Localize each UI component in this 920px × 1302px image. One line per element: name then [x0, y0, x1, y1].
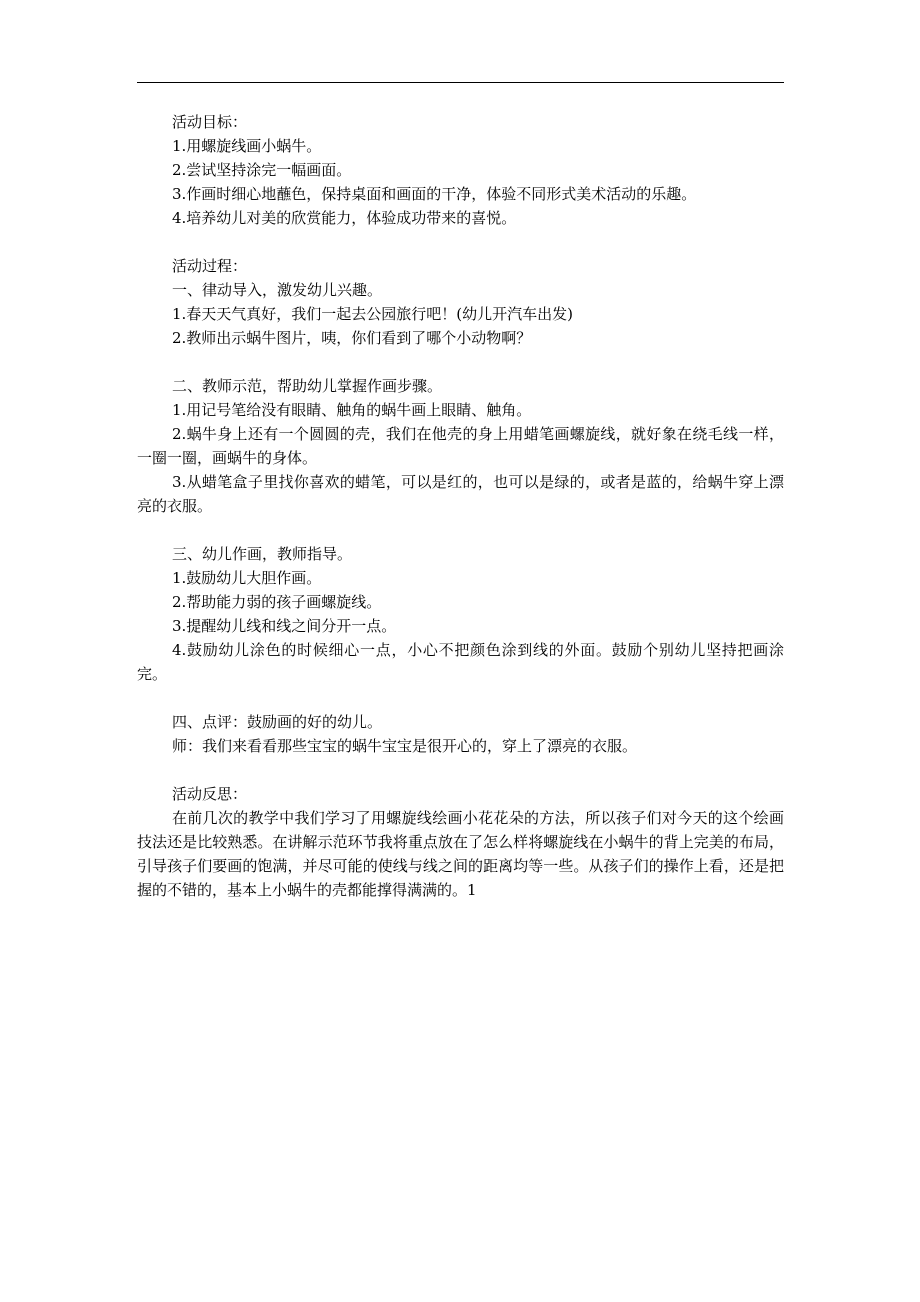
- section-title: 一、律动导入，激发幼儿兴趣。: [171, 281, 382, 299]
- section-title: 四、点评：鼓励画的好的幼儿。: [171, 713, 382, 731]
- goal-item: 3.作画时细心地蘸色，保持桌面和画面的干净，体验不同形式美术活动的乐趣。: [171, 185, 697, 203]
- reflection-body: 在前几次的教学中我们学习了用螺旋线绘画小花花朵的方法，所以孩子们对今天的这个绘画技法还是比较熟悉。在讲解示范环节我将重点放在了怎么样将螺旋线在小蜗牛的背上完美的布局，引导孩子们要画的饱满，并尽可能的使线与线之间的距离均等一些。从孩子们的操作上看，还是把握的不错的，基本上小蜗牛的壳都能撑得满满的。1: [137, 809, 784, 899]
- process-item: 1.用记号笔给没有眼睛、触角的蜗牛画上眼睛、触角。: [171, 401, 532, 419]
- document-body: [137, 110, 784, 902]
- spacer: [137, 230, 784, 254]
- section-title: 二、教师示范，帮助幼儿掌握作画步骤。: [171, 377, 442, 395]
- process-item: 1.春天天气真好，我们一起去公园旅行吧！(幼儿开汽车出发): [171, 305, 573, 323]
- process-item: 3.提醒幼儿线和线之间分开一点。: [171, 617, 397, 635]
- process-item: 3.从蜡笔盒子里找你喜欢的蜡笔，可以是红的，也可以是绿的，或者是蓝的，给蜗牛穿上漂亮的衣服。: [137, 473, 784, 515]
- section-title: 三、幼儿作画，教师指导。: [171, 545, 352, 563]
- goals-heading: 活动目标：: [171, 113, 247, 131]
- spacer: [137, 350, 784, 374]
- spacer: [137, 686, 784, 710]
- process-item: 2.蜗牛身上还有一个圆圆的壳，我们在他壳的身上用蜡笔画螺旋线，就好象在绕毛线一样，一圈一圈，画蜗牛的身体。: [137, 425, 784, 467]
- process-item: 1.鼓励幼儿大胆作画。: [171, 569, 322, 587]
- process-item: 2.帮助能力弱的孩子画螺旋线。: [171, 593, 382, 611]
- goal-item: 2.尝试坚持涂完一幅画面。: [171, 161, 352, 179]
- process-heading: 活动过程：: [171, 257, 247, 275]
- header-rule: [137, 82, 784, 83]
- process-item: 2.教师出示蜗牛图片，咦，你们看到了哪个小动物啊？: [171, 329, 532, 347]
- goal-item: 1.用螺旋线画小蜗牛。: [171, 137, 322, 155]
- process-item: 4.鼓励幼儿涂色的时候细心一点，小心不把颜色涂到线的外面。鼓励个别幼儿坚持把画涂完。: [137, 641, 784, 683]
- spacer: [137, 758, 784, 782]
- process-item: 师：我们来看看那些宝宝的蜗牛宝宝是很开心的，穿上了漂亮的衣服。: [171, 737, 637, 755]
- spacer: [137, 518, 784, 542]
- goal-item: 4.培养幼儿对美的欣赏能力，体验成功带来的喜悦。: [171, 209, 517, 227]
- reflection-heading: 活动反思：: [171, 785, 247, 803]
